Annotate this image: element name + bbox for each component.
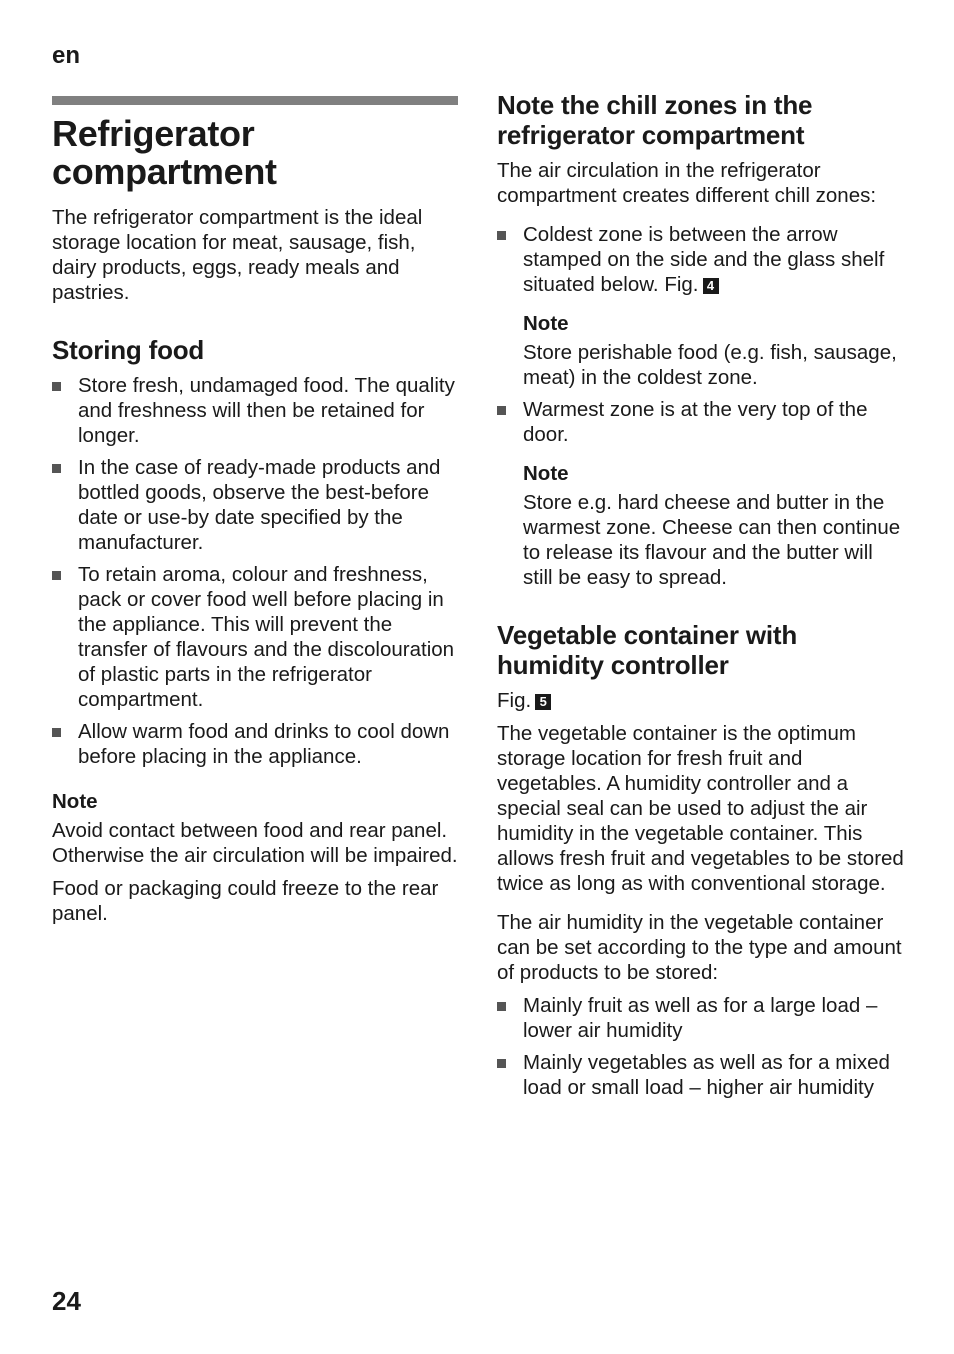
chill-zones-heading: Note the chill zones in the refrigerator compartment — [497, 90, 813, 150]
figure-reference — [497, 688, 907, 713]
section-rule — [52, 96, 458, 105]
language-tag: en — [52, 42, 81, 69]
bullet-icon — [497, 1059, 506, 1068]
bullet-icon — [497, 231, 506, 240]
bullet-icon — [52, 571, 61, 580]
figure-label: Fig. — [497, 689, 532, 712]
list-item — [497, 222, 907, 297]
note-block — [497, 311, 907, 390]
note-label: Note — [52, 790, 98, 813]
storing-food-list — [52, 373, 458, 769]
chill-zones-intro: The air circulation in the refrigerator compartment creates different chill zones: — [497, 159, 877, 207]
chill-zones-list — [497, 222, 907, 297]
list-item — [52, 562, 458, 712]
list-item — [497, 993, 907, 1043]
page-title: Refrigerator compartment — [52, 113, 277, 192]
note-text: Store e.g. hard cheese and butter in the warmest zone. Cheese can then continue to release its flavour and the butter will still be easy to spread. — [523, 491, 901, 589]
humidity-list — [497, 993, 907, 1100]
list-item-text: Store fresh, undamaged food. The quality and freshness will then be retained for longer. — [78, 374, 455, 447]
bullet-icon — [497, 1002, 506, 1011]
note-text: Avoid contact between food and rear panel. Otherwise the air circulation will be impaired. — [52, 819, 458, 867]
list-item — [497, 397, 907, 447]
list-item-text: Coldest zone is between the arrow stamped on the side and the glass shelf situated below. Fig. — [523, 223, 885, 296]
intro-paragraph: The refrigerator compartment is the ideal storage location for meat, sausage, fish, dairy products, eggs, ready meals and pastries. — [52, 206, 423, 304]
bullet-icon — [52, 382, 61, 391]
list-item-text: To retain aroma, colour and freshness, pack or cover food well before placing in the appliance. This will prevent the transfer of flavours and the discolouration of plastic parts in the refrigerator compartment. — [78, 563, 455, 711]
note-block — [497, 461, 907, 590]
note-label: Note — [523, 462, 569, 485]
bullet-icon — [52, 728, 61, 737]
list-item — [52, 455, 458, 555]
list-item-text: Mainly fruit as well as for a large load – lower air humidity — [523, 994, 878, 1042]
list-item-text: Mainly vegetables as well as for a mixed load or small load – higher air humidity — [523, 1051, 890, 1099]
bullet-icon — [52, 464, 61, 473]
list-item — [497, 1050, 907, 1100]
vegetable-container-heading: Vegetable container with humidity controller — [497, 620, 798, 680]
vegetable-paragraph: The vegetable container is the optimum storage location for fresh fruit and vegetables. A humidity controller and a special seal can be used to adjust the air humidity in the vegetable container. This allows fresh fruit and vegetables to be stored twice as long as with conventional storage. — [497, 722, 904, 895]
humidity-paragraph: The air humidity in the vegetable container can be set according to the type and amount of products to be stored: — [497, 911, 902, 984]
note-label: Note — [523, 312, 569, 335]
right-column — [497, 90, 907, 1107]
figure-reference-badge: 4 — [703, 278, 719, 294]
figure-reference-badge: 5 — [535, 694, 551, 710]
list-item-text: Allow warm food and drinks to cool down before placing in the appliance. — [78, 720, 450, 768]
page-number: 24 — [52, 1286, 81, 1316]
storing-food-heading: Storing food — [52, 335, 205, 365]
note-text: Food or packaging could freeze to the rear panel. — [52, 877, 439, 925]
list-item-text: In the case of ready-made products and bottled goods, observe the best-before date or use-by date specified by the manufacturer. — [78, 456, 441, 554]
list-item-text: Warmest zone is at the very top of the door. — [523, 398, 868, 446]
list-item — [52, 373, 458, 448]
left-column — [52, 96, 458, 926]
list-item — [52, 719, 458, 769]
bullet-icon — [497, 406, 506, 415]
note-text: Store perishable food (e.g. fish, sausage, meat) in the coldest zone. — [523, 341, 897, 389]
chill-zones-list-2 — [497, 397, 907, 447]
